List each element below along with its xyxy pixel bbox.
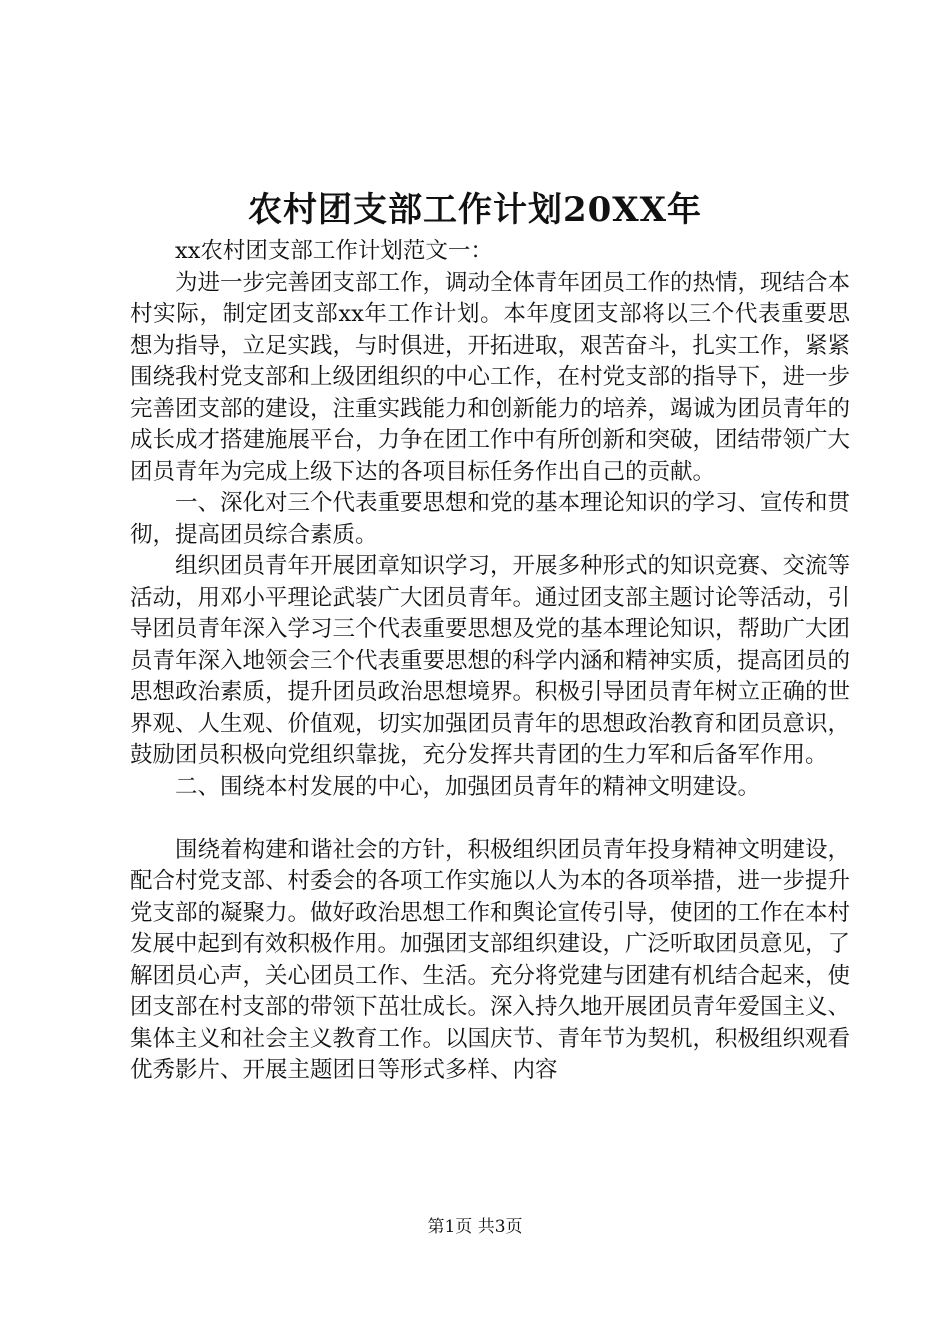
section-heading-one: 一、深化对三个代表重要思想和党的基本理论知识的学习、宣传和贯彻，提高团员综合素质。 bbox=[130, 490, 851, 548]
document-title: 农村团支部工作计划20XX年 bbox=[247, 190, 703, 230]
section-heading-two: 二、围绕本村发展的中心，加强团员青年的精神文明建设。 bbox=[175, 773, 761, 800]
paragraph-section-one: 组织团员青年开展团章知识学习，开展多种形式的知识竞赛、交流等活动，用邓小平理论武装广大团员青年。通过团支部主题讨论等活动，引导团员青年深入学习三个代表重要思想及党的基本理论知识，帮助广大团员青年深入地领会三个代表重要思想的科学内涵和精神实质，提高团员的思想政治素质，提升团员政治思想境界。积极引导团员青年树立正确的世界观、人生观、价值观，切实加强团员青年的思想政治教育和团员意识，鼓励团员积极向党组织靠拢，充分发挥共青团的生力军和后备军作用。 bbox=[130, 553, 851, 768]
document-body bbox=[130, 236, 850, 1087]
paragraph-intro: xx农村团支部工作计划范文一： bbox=[175, 238, 493, 264]
page-footer: 第1页 共3页 bbox=[427, 1217, 523, 1237]
paragraph-section-two: 围绕着构建和谐社会的方针，积极组织团员青年投身精神文明建设，配合村党支部、村委会的各项工作实施以人为本的各项举措，进一步提升党支部的凝聚力。做好政治思想工作和舆论宣传引导，使团的工作在本村发展中起到有效积极作用。加强团支部组织建设，广泛听取团员意见，了解团员心声，关心团员工作、生活。充分将党建与团建有机结合起来，使团支部在村支部的带领下茁壮成长。深入持久地开展团员青年爱国主义、集体主义和社会主义教育工作。以国庆节、青年节为契机，积极组织观看优秀影片、开展主题团日等形式多样、内容 bbox=[130, 836, 851, 1083]
paragraph-overview: 为进一步完善团支部工作，调动全体青年团员工作的热情，现结合本村实际，制定团支部xx年工作计划。本年度团支部将以三个代表重要思想为指导，立足实践，与时俱进，开拓进取，艰苦奋斗，扎实工作，紧紧围绕我村党支部和上级团组织的中心工作，在村党支部的指导下，进一步完善团支部的建设，注重实践能力和创新能力的培养，竭诚为团员青年的成长成才搭建施展平台，力争在团工作中有所创新和突破，团结带领广大团员青年为完成上级下达的各项目标任务作出自己的贡献。 bbox=[130, 269, 851, 485]
